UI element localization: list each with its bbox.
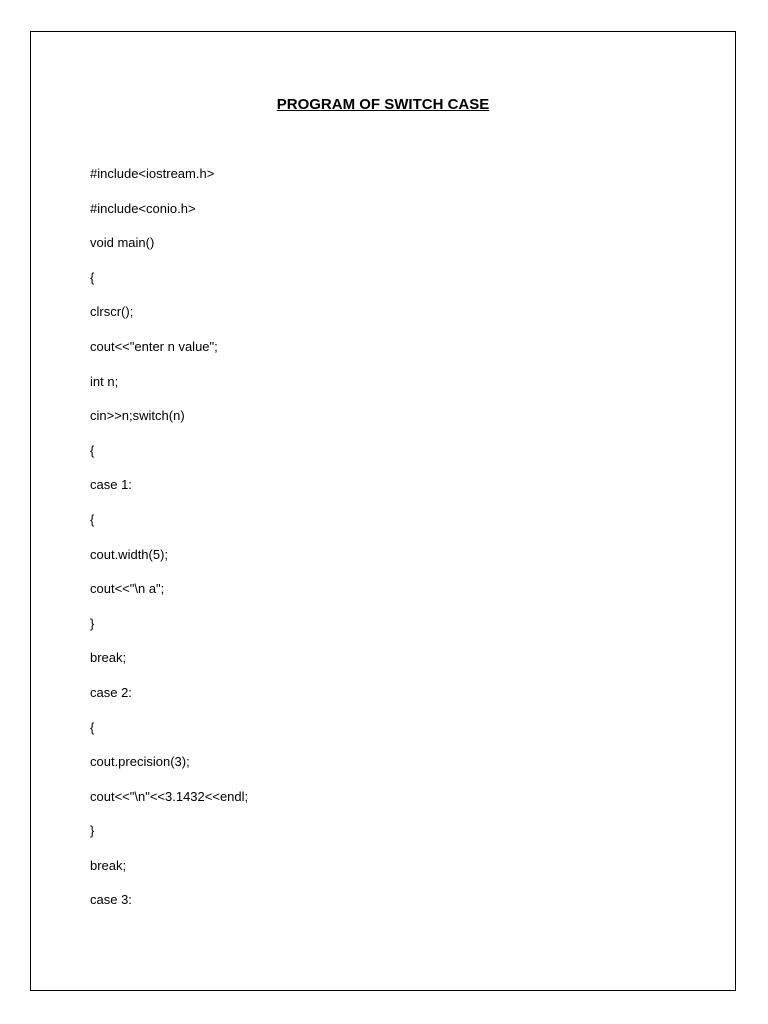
code-line: }: [90, 615, 95, 631]
code-line: case 2:: [90, 684, 132, 700]
code-line: #include<iostream.h>: [90, 166, 215, 181]
code-line: cout.precision(3);: [90, 754, 190, 770]
code-line: {: [90, 442, 95, 458]
code-line: break;: [90, 650, 127, 666]
code-line: cin>>n;switch(n): [90, 408, 185, 424]
code-line: cout<<"\n"<<3.1432<<endl;: [90, 788, 249, 804]
code-line: case 3:: [90, 892, 132, 908]
code-line: {: [90, 511, 95, 527]
code-line: {: [90, 269, 95, 285]
code-line: case 1:: [90, 477, 132, 493]
code-line: clrscr();: [90, 304, 134, 320]
code-line: cout.width(5);: [90, 546, 169, 562]
code-line: {: [90, 719, 95, 735]
page-title: PROGRAM OF SWITCH CASE: [276, 96, 490, 113]
code-line: void main(): [90, 235, 155, 251]
code-line: }: [90, 823, 95, 839]
code-line: cout<<"\n a";: [90, 581, 165, 597]
code-line: #include<conio.h>: [90, 200, 196, 216]
code-line: cout<<"enter n value";: [90, 338, 218, 354]
document-page: [30, 31, 736, 991]
code-line: int n;: [90, 373, 119, 389]
code-listing: [90, 165, 248, 926]
code-line: break;: [90, 857, 127, 873]
